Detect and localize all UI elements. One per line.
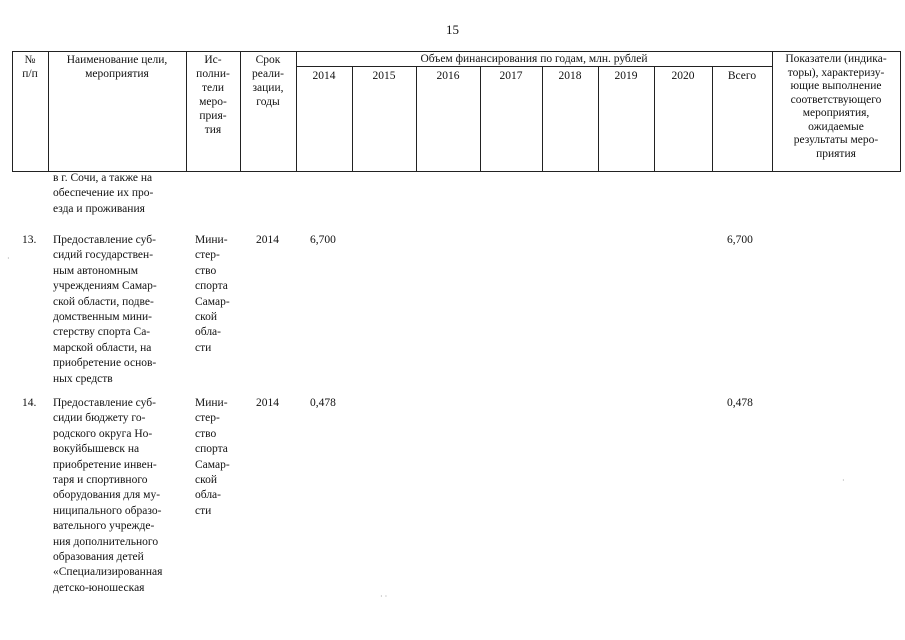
header-name: Наименование цели, мероприятия xyxy=(66,54,168,80)
header-financing: Объем финансирования по годам, млн. рублей xyxy=(420,53,648,65)
scan-speck: · xyxy=(7,254,10,263)
row-14-term: 2014 xyxy=(256,397,279,409)
row-13-value-2014: 6,700 xyxy=(310,234,336,246)
row-13-number: 13. xyxy=(22,234,37,246)
header-executor: Ис- полни- тели меро- прия- тия xyxy=(196,54,230,136)
header-number: № п/п xyxy=(22,54,38,80)
row-14-executor: Мини- стер- ство спорта Самар- ской обла- сти xyxy=(195,397,230,517)
header-year-2015: 2015 xyxy=(372,70,396,82)
header-total: Всего xyxy=(727,70,757,82)
table-header xyxy=(12,51,901,172)
header-year-2016: 2016 xyxy=(436,70,460,82)
row-13-total: 6,700 xyxy=(727,234,753,246)
header-year-2018: 2018 xyxy=(558,70,582,82)
header-year-2017: 2017 xyxy=(499,70,523,82)
header-year-2019: 2019 xyxy=(614,70,638,82)
row-13-term: 2014 xyxy=(256,234,279,246)
header-term: Срок реали- зации, годы xyxy=(252,54,284,108)
scan-speck: · xyxy=(842,476,845,485)
continuation-text: в г. Сочи, а также на обеспечение их про- езда и проживания xyxy=(53,172,154,215)
row-13-name: Предоставление суб- сидий государствен- ным автономным учреждениям Самар- ской области, подве- домственным мини- стерству спорта Са- марской области, на приобретение основ- ных средств xyxy=(53,234,157,385)
scan-speck: · · xyxy=(380,592,388,601)
row-13-executor: Мини- стер- ство спорта Самар- ской обла- сти xyxy=(195,234,230,354)
row-14-number: 14. xyxy=(22,397,37,409)
row-14-name: Предоставление суб- сидии бюджету го- родского округа Но- вокуйбышевск на приобретение инвен- таря и спортивного оборудования для му- ниципального образо- вательного учрежде- ния дополнительного образования детей «Специализированная детско-юношеская xyxy=(53,397,163,594)
row-14-value-2014: 0,478 xyxy=(310,397,336,409)
header-year-2020: 2020 xyxy=(671,70,695,82)
header-year-2014: 2014 xyxy=(312,70,336,82)
page-number: 15 xyxy=(446,22,459,37)
row-14-total: 0,478 xyxy=(727,397,753,409)
header-indicators: Показатели (индика- торы), характеризу- ющие выполнение соответствующего мероприятия, ожидаемые результаты меро- приятия xyxy=(785,53,887,160)
